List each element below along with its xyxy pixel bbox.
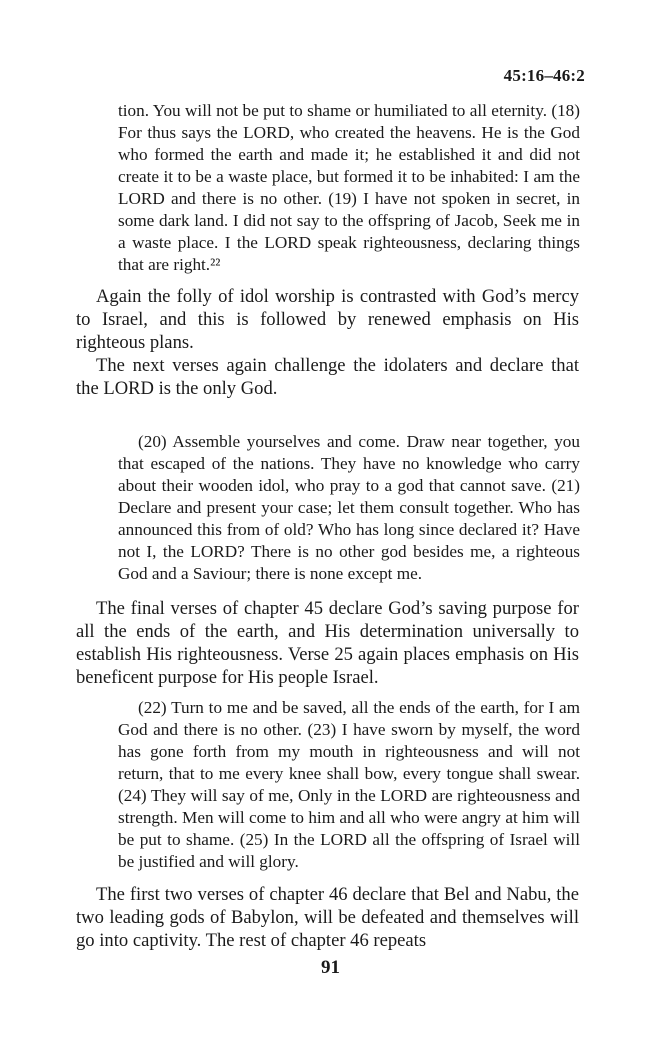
scripture-quote-block: (20) Assemble yourselves and come. Draw near together, you that escaped of the nations. They have no knowledge who carry about their wooden idol, who pray to a god that cannot save. (21) Declare and present your case; let them consult together. Who has announced this from of old? Who has long since declared it? Have not I, the LORD? There is no other god besides me, a righteous God and a Saviour; there is none except me. <box>118 432 580 583</box>
running-head: 45:16–46:2 <box>503 66 585 85</box>
body-paragraph: The final verses of chapter 45 declare God’s saving purpose for all the ends of the earth, and His determination universally to establish His righteousness. Verse 25 again places emphasis on His beneficent purpose for His people Israel. <box>76 598 579 688</box>
body-paragraph: The first two verses of chapter 46 declare that Bel and Nabu, the two leading gods of Babylon, will be defeated and themselves will go into captivity. The rest of chapter 46 repeats <box>76 884 579 951</box>
body-paragraph: Again the folly of idol worship is contrasted with God’s mercy to Israel, and this is followed by renewed emphasis on His righteous plans. <box>76 286 579 353</box>
scripture-quote-block: tion. You will not be put to shame or humiliated to all eternity. (18) For thus says the LORD, who created the heavens. He is the God who formed the earth and made it; he established it and did not create it to be a waste place, but formed it to be inhabited: I am the LORD and there is no other. (19) I have not spoken in secret, in some dark land. I did not say to the offspring of Jacob, Seek me in a waste place. I the LORD speak righteousness, declaring things that are right.²² <box>118 101 580 274</box>
scripture-quote-block: (22) Turn to me and be saved, all the ends of the earth, for I am God and there is no other. (23) I have sworn by myself, the word has gone forth from my mouth in righteousness and will not return, that to me every knee shall bow, every tongue shall swear. (24) They will say of me, Only in the LORD are righteousness and strength. Men will come to him and all who were angry at him will be put to shame. (25) In the LORD all the offspring of Israel will be justified and will glory. <box>118 698 580 871</box>
page-number: 91 <box>321 957 340 978</box>
body-paragraph: The next verses again challenge the idolaters and declare that the LORD is the only God. <box>76 355 579 399</box>
